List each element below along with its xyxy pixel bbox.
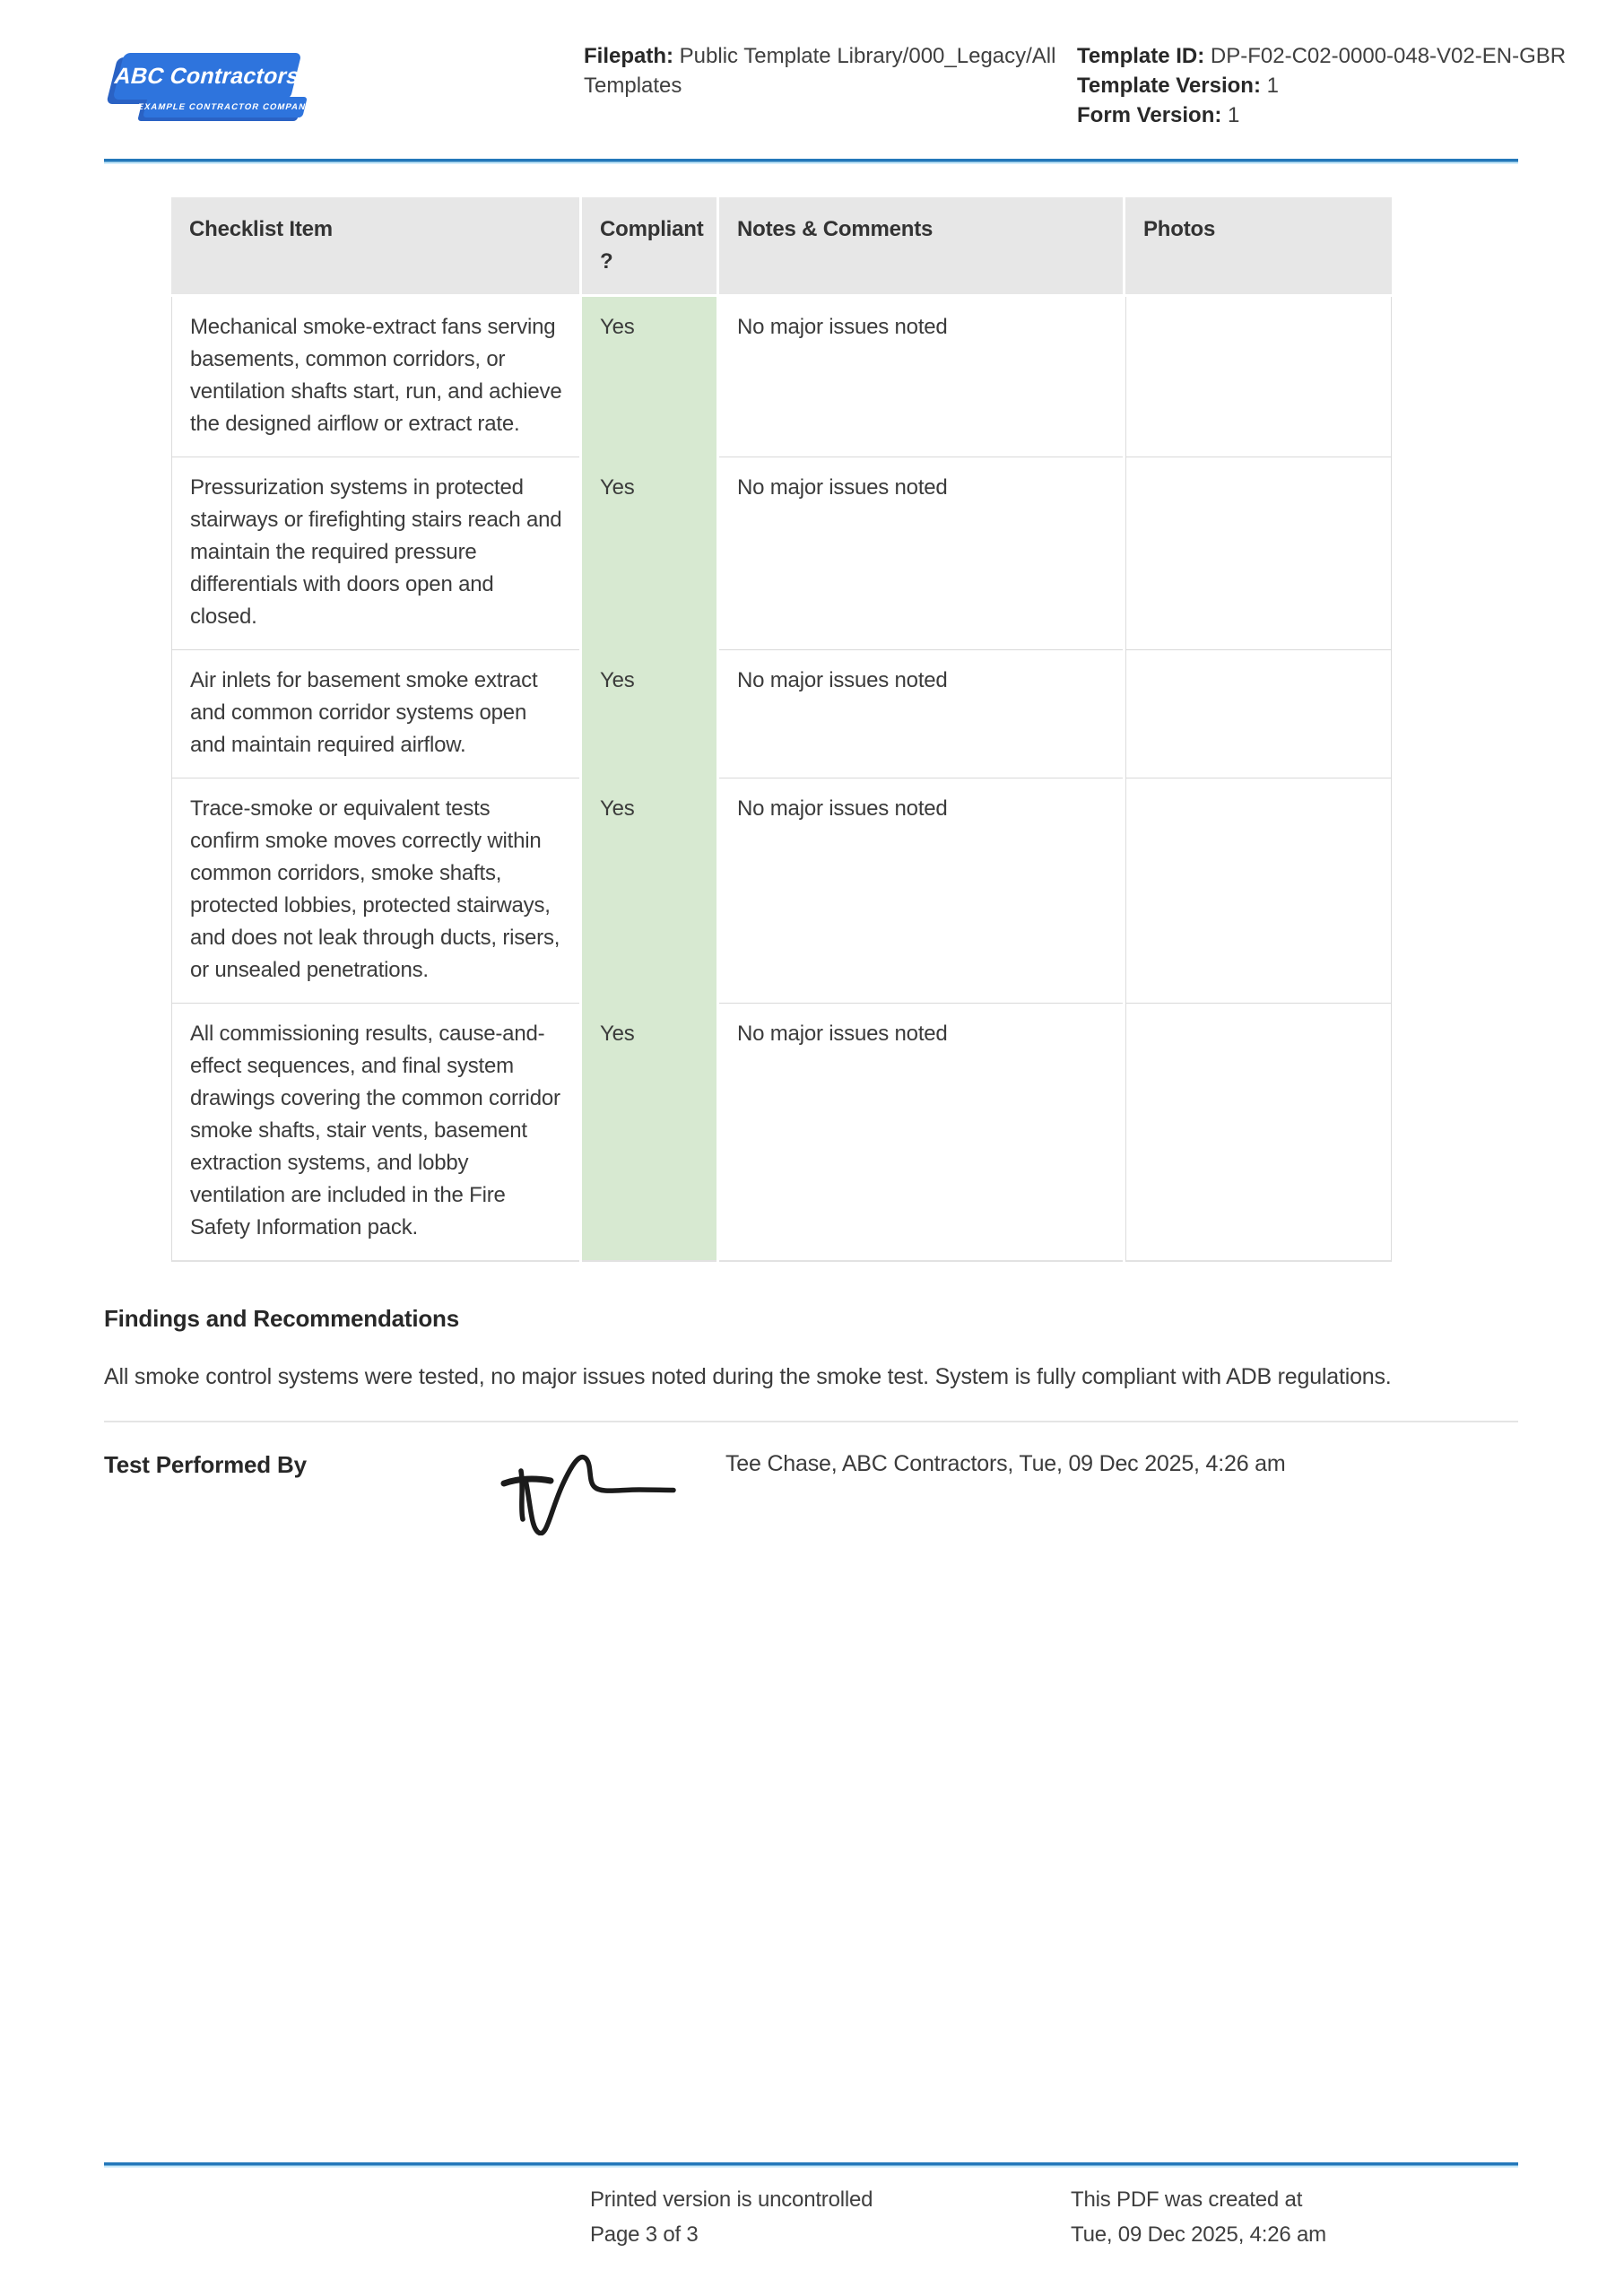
photos-cell [1125, 1004, 1392, 1262]
column-header-checklist-item: Checklist Item [171, 197, 579, 297]
notes-value: No major issues noted [719, 650, 1123, 778]
findings-text: All smoke control systems were tested, no major issues noted during the smoke test. System is fully compliant with ADB regulations. [104, 1364, 1392, 1389]
compliant-value: Yes [582, 1004, 716, 1262]
signer-name-date: Tee Chase, ABC Contractors, Tue, 09 Dec 2025, 4:26 am [725, 1451, 1286, 1476]
photos-cell [1125, 650, 1392, 778]
test-performed-by-label: Test Performed By [104, 1451, 307, 1478]
filepath-block [584, 41, 1086, 100]
compliant-value: Yes [582, 650, 716, 778]
compliant-value: Yes [582, 297, 716, 457]
findings-heading: Findings and Recommendations [104, 1305, 459, 1332]
form-version-line [1077, 100, 1597, 130]
photos-cell [1125, 457, 1392, 650]
footer-right-block [1071, 2182, 1326, 2252]
main-content [104, 197, 1518, 1535]
signature-section-divider [104, 1421, 1518, 1422]
form-version-label: Form Version: [1077, 103, 1222, 127]
template-version-line [1077, 71, 1597, 100]
notes-value: No major issues noted [719, 778, 1123, 1004]
form-version-value: 1 [1228, 103, 1240, 127]
table-row [171, 650, 1392, 778]
column-header-notes: Notes & Comments [719, 197, 1123, 297]
checklist-item-text: Mechanical smoke-extract fans serving basements, common corridors, or ventilation shafts start, run, and achieve the designed airflow or extract rate. [171, 297, 579, 457]
checklist-table [169, 197, 1394, 1262]
company-logo-banner [113, 53, 302, 100]
photos-cell [1125, 297, 1392, 457]
column-header-compliant: Compliant ? [582, 197, 716, 297]
company-logo [106, 50, 317, 126]
notes-value: No major issues noted [719, 457, 1123, 650]
photos-cell [1125, 778, 1392, 1004]
footer-left-block [590, 2182, 873, 2252]
signature-row [104, 1430, 1518, 1535]
footer-page-number: Page 3 of 3 [590, 2222, 699, 2247]
header-divider-rule [104, 159, 1518, 164]
table-header-row [171, 197, 1392, 297]
footer-created-at-label: This PDF was created at [1071, 2187, 1303, 2212]
footer-created-at-value: Tue, 09 Dec 2025, 4:26 am [1071, 2222, 1326, 2247]
template-version-value: 1 [1266, 74, 1279, 98]
checklist-item-text: Pressurization systems in protected stairways or firefighting stairs reach and maintain the required pressure differentials with doors open and closed. [171, 457, 579, 650]
compliant-value: Yes [582, 457, 716, 650]
checklist-item-text: All commissioning results, cause-and-effect sequences, and final system drawings covering the common corridor smoke shafts, stair vents, basement extraction systems, and lobby ventilation are included in the Fire Safety Information pack. [171, 1004, 579, 1262]
company-logo-subtitle: EXAMPLE CONTRACTOR COMPANY [136, 102, 314, 112]
template-version-label: Template Version: [1077, 74, 1261, 98]
footer-divider-rule [104, 2162, 1518, 2168]
footer-uncontrolled-note: Printed version is uncontrolled [590, 2187, 873, 2212]
filepath-label: Filepath: [584, 44, 673, 68]
checklist-item-text: Trace-smoke or equivalent tests confirm smoke moves correctly within common corridors, smoke shafts, protected lobbies, protected stairways, and does not leak through ducts, risers, or unsealed penetrations. [171, 778, 579, 1004]
template-info-block [1077, 41, 1597, 130]
filepath-value: Public Template Library/000_Legacy/All Templates [584, 44, 1056, 98]
template-id-label: Template ID: [1077, 44, 1205, 68]
table-row [171, 457, 1392, 650]
template-id-value: DP-F02-C02-0000-048-V02-EN-GBR [1210, 44, 1567, 68]
signature-image [491, 1430, 720, 1535]
company-logo-subbanner [136, 97, 314, 117]
page-footer [0, 2162, 1624, 2296]
table-row [171, 1004, 1392, 1262]
company-logo-title: ABC Contractors [111, 63, 303, 89]
notes-value: No major issues noted [719, 297, 1123, 457]
compliant-value: Yes [582, 778, 716, 1004]
table-row [171, 297, 1392, 457]
template-id-line [1077, 41, 1597, 71]
checklist-item-text: Air inlets for basement smoke extract and common corridor systems open and maintain required airflow. [171, 650, 579, 778]
notes-value: No major issues noted [719, 1004, 1123, 1262]
column-header-photos: Photos [1125, 197, 1392, 297]
table-row [171, 778, 1392, 1004]
